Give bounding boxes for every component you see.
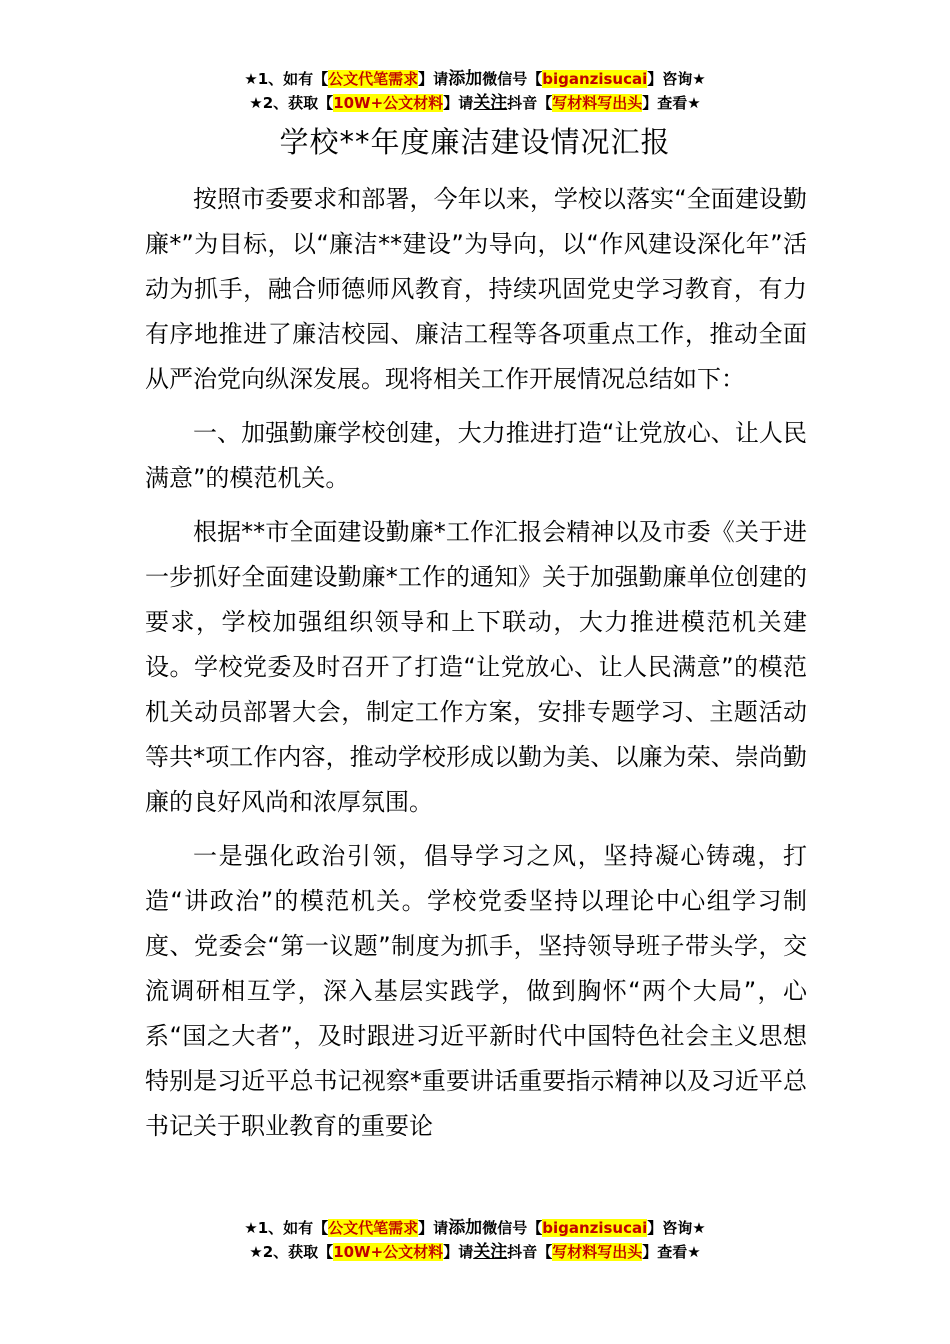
promo-text: 】咨询★ xyxy=(647,1219,706,1237)
promo-highlight: 公文代笔需求 xyxy=(328,1219,419,1237)
promo-text: 微信号【 xyxy=(482,1219,543,1237)
promo-line-2 xyxy=(0,91,950,115)
promo-highlight: biganzisucai xyxy=(542,1219,648,1237)
document-body xyxy=(145,177,807,1158)
promo-text: ★1、如有【 xyxy=(244,70,329,88)
promo-text: 抖音【 xyxy=(507,94,553,112)
promo-text: 】查看★ xyxy=(642,94,701,112)
promo-text: 抖音【 xyxy=(507,1243,553,1261)
promo-text: ★1、如有【 xyxy=(244,1219,329,1237)
promo-text: ★2、获取【 xyxy=(249,1243,334,1261)
promo-text: ★2、获取【 xyxy=(249,94,334,112)
promo-highlight: 写材料写出头 xyxy=(552,94,643,112)
paragraph: 一是强化政治引领，倡导学习之风，坚持凝心铸魂，打造“讲政治”的模范机关。学校党委坚持以理论中心组学习制度、党委会“第一议题”制度为抓手，坚持领导班子带头学，交流调研相互学，深入基层实践学，做到胸怀“两个大局”，心系“国之大者”，及时跟进习近平新时代中国特色社会主义思想特别是习近平总书记视察*重要讲话重要指示精神以及习近平总书记关于职业教育的重要论 xyxy=(145,842,807,1140)
promo-text: 微信号【 xyxy=(482,70,543,88)
promo-highlight: biganzisucai xyxy=(542,70,648,88)
promo-text: 】查看★ xyxy=(642,1243,701,1261)
promo-highlight: 10W+公文材料 xyxy=(333,94,444,112)
paragraph: 按照市委要求和部署，今年以来，学校以落实“全面建设勤廉*”为目标，以“廉洁**建设”为导向，以“作风建设深化年”活动为抓手，融合师德师风教育，持续巩固党史学习教育，有力有序地推进了廉洁校园、廉洁工程等各项重点工作，推动全面从严治党向纵深发展。现将相关工作开展情况总结如下： xyxy=(145,185,807,393)
promo-emphasis: 关注 xyxy=(473,93,508,113)
promo-emphasis: 添加 xyxy=(448,1218,483,1238)
promo-highlight: 写材料写出头 xyxy=(552,1243,643,1261)
promo-emphasis: 关注 xyxy=(473,1242,508,1262)
promo-line-2 xyxy=(0,1240,950,1264)
promo-highlight: 10W+公文材料 xyxy=(333,1243,444,1261)
section-heading: 一、加强勤廉学校创建，大力推进打造“让党放心、让人民满意”的模范机关。 xyxy=(145,419,807,492)
promo-text: 】咨询★ xyxy=(647,70,706,88)
promo-line-1 xyxy=(0,67,950,91)
promo-text: 】请 xyxy=(418,1219,449,1237)
promo-banner-top xyxy=(0,67,950,115)
promo-emphasis: 添加 xyxy=(448,69,483,89)
document-title: 学校**年度廉洁建设情况汇报 xyxy=(279,125,671,159)
promo-banner-bottom xyxy=(0,1216,950,1264)
promo-highlight: 公文代笔需求 xyxy=(328,70,419,88)
paragraph: 根据**市全面建设勤廉*工作汇报会精神以及市委《关于进一步抓好全面建设勤廉*工作的通知》关于加强勤廉单位创建的要求，学校加强组织领导和上下联动，大力推进模范机关建设。学校党委及时召开了打造“让党放心、让人民满意”的模范机关动员部署大会，制定工作方案，安排专题学习、主题活动等共*项工作内容，推动学校形成以勤为美、以廉为荣、崇尚勤廉的良好风尚和浓厚氛围。 xyxy=(145,518,807,816)
promo-text: 】请 xyxy=(443,94,474,112)
promo-text: 】请 xyxy=(418,70,449,88)
promo-line-1 xyxy=(0,1216,950,1240)
promo-text: 】请 xyxy=(443,1243,474,1261)
